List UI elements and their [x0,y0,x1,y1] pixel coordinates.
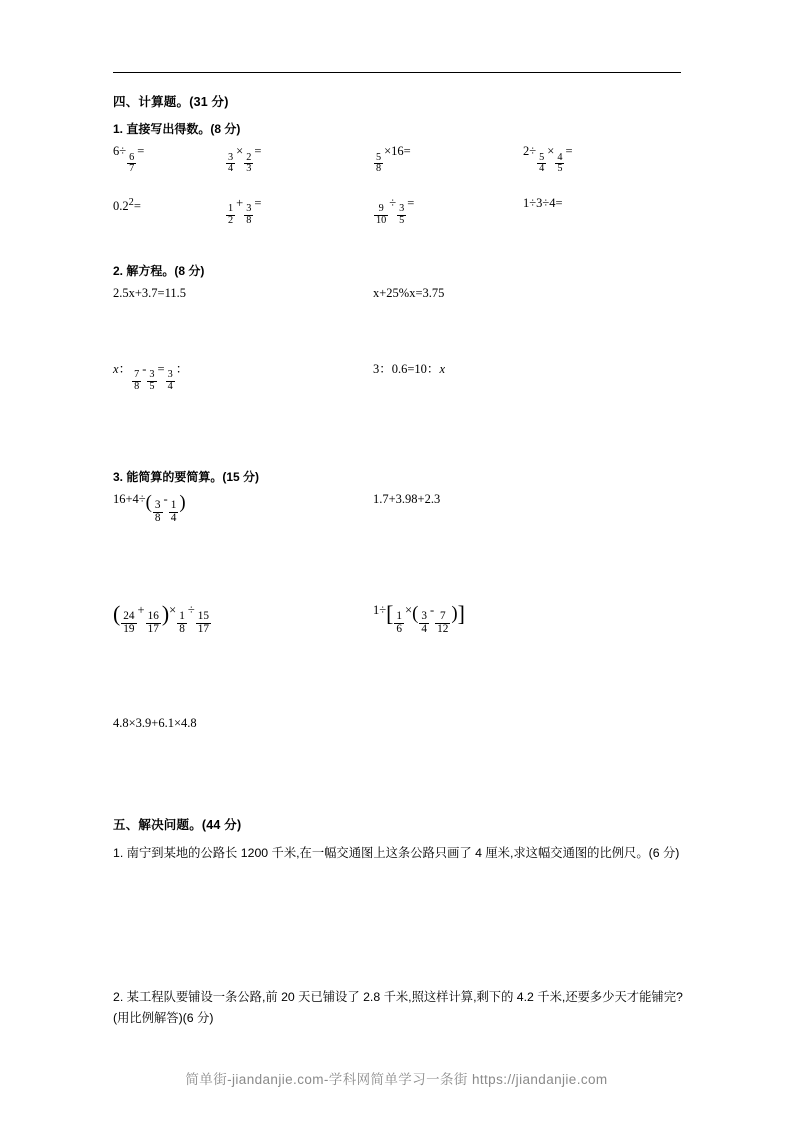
q3-equation-3: ( $\frac{24}{19}$ + $\frac{16}{17}$ )× $\frac{1}{8}$ ÷ $\frac{15}{17}$ [113,601,209,635]
q1-item-5: $0.2^2=$ [113,196,141,213]
q3-row-2 [113,601,685,635]
q2-row-2 [113,363,685,393]
q1-item-8: 1÷3÷4= [523,195,563,210]
q2-row-1 [113,287,685,301]
q3-row-1 [113,493,685,524]
section-5-title: 五、解决问题。(44 分) [113,818,242,833]
q3-equation-2: 1.7+3.98+2.3 [373,492,441,507]
header-rule [113,72,681,73]
q1-row-1 [113,145,685,175]
section-5-problem-2: 2. 某工程队要铺设一条公路,前 20 天已铺设了 2.8 千米,照这样计算,剩下的 4.2 千米,还要多少天才能铺完?(用比例解答)(6 分) [113,989,683,1026]
section-4-q1-heading: 1. 直接写出得数。(8 分) [113,122,241,136]
section-5-problem-1: 1. 南宁到某地的公路长 1200 千米,在一幅交通图上这条公路只画了 4 厘米,求这幅交通图的比例尺。(6 分) [113,846,680,861]
q1-row-2 [113,197,685,227]
section-4-q3-heading: 3. 能简算的要简算。(15 分) [113,470,260,485]
q3-equation-4: 1÷[ $\frac{1}{6}$ ×( $\frac{3}{4}$ - $\frac{7}{12}$ )] [373,601,465,635]
worksheet-content [113,92,685,1030]
q1-item-7: $\frac{9}{10}$ ÷ $\frac{3}{5}$ = [376,195,415,226]
q3-equation-1: 16+4÷( $\frac{3}{8}$ - $\frac{1}{4}$ ) [113,492,186,524]
section-4-title: 四、计算题。(31 分) [113,95,229,109]
q2-equation-2: x+25%x=3.75 [373,286,445,301]
q1-item-6: $\frac{1}{2}$ + $\frac{3}{8}$ = [228,195,262,226]
q2-equation-3: x： $\frac{7}{8}$ - $\frac{3}{5}$ = $\frac{3}{4}$ ： [113,361,189,392]
q3-equation-5: 4.8×3.9+6.1×4.8 [113,716,197,731]
footer-watermark: 简单街-jiandanjie.com-学科网简单学习一条街 https://jiandanjie.com [185,1072,608,1087]
section-4-q2-heading: 2. 解方程。(8 分) [113,264,205,279]
q2-equation-4: 3：0.6=10：x [373,361,445,376]
q1-item-4: 2÷ $\frac{5}{4}$ × $\frac{4}{5}$ = [523,144,573,175]
q2-equation-1: 2.5x+3.7=11.5 [113,286,187,301]
q3-row-3 [113,717,685,731]
q1-item-1: 6÷ $\frac{6}{7}$ = [113,144,145,175]
q1-item-2: $\frac{3}{4}$ × $\frac{2}{3}$ = [228,144,262,175]
q1-item-3: $\frac{5}{8}$ ×16= [376,144,411,175]
